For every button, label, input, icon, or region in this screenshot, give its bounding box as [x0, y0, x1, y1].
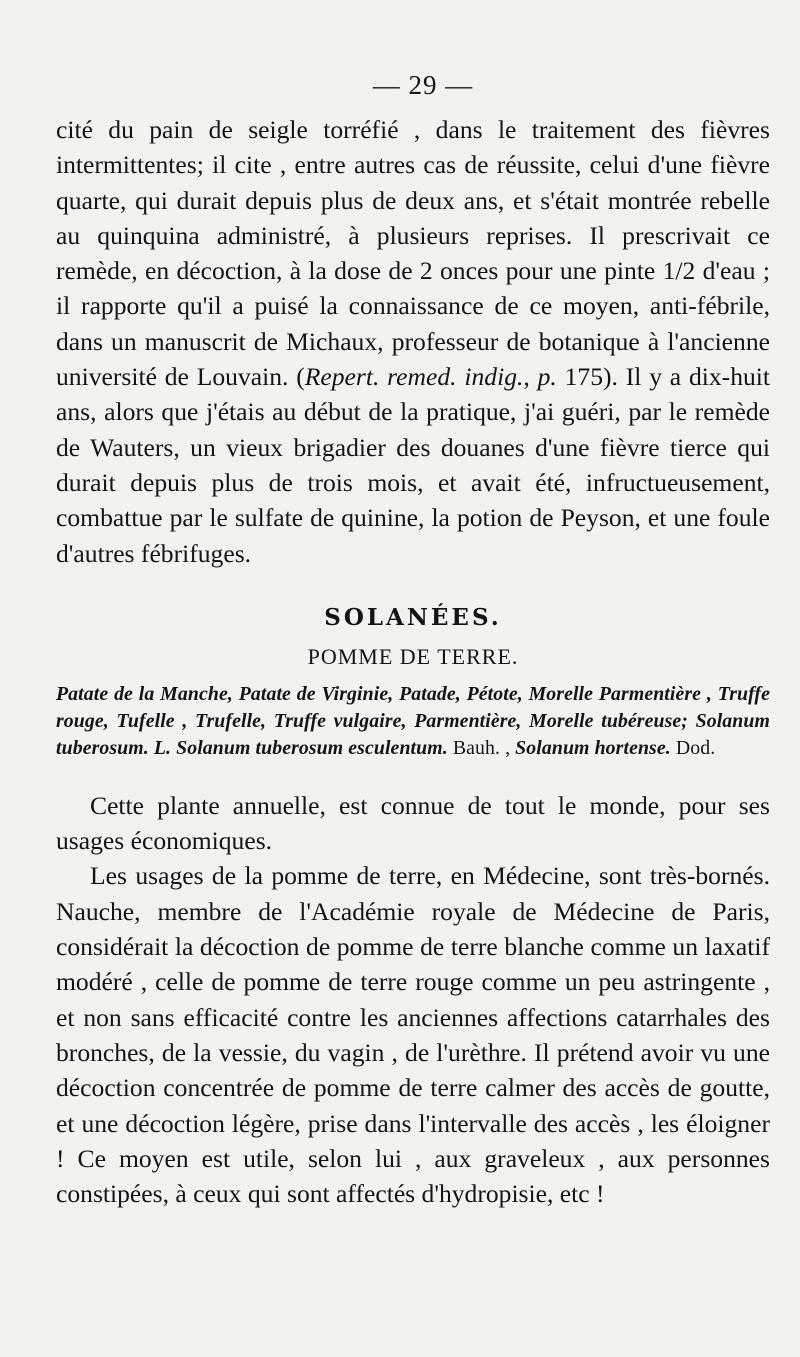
synonyms-names-continued: Solanum hortense.: [510, 736, 671, 759]
synonyms-author-dodoens: Dod.: [670, 736, 716, 759]
paragraph-wauters-remedy: [56, 112, 770, 571]
section-heading: SOLANÉES.: [324, 603, 502, 631]
paragraph-text-continued: 175). Il y a dix-huit ans, alors que j'étais au début de la pratique, j'ai guéri, par le remède de Wauters, un vieux brigadier des douanes d'une fièvre tierce qui durait depuis plus de trois mois, et avait été, infructueusement, combattue par le sulfate de quinine, la potion de Peyson, et une foule d'autres fébrifuges.: [56, 362, 771, 568]
plant-name-heading: POMME DE TERRE.: [307, 643, 519, 669]
synonyms-author-bauhin: Bauh. ,: [447, 736, 511, 759]
document-page: [56, 70, 770, 1211]
synonyms-names: Patate de la Manche, Patate de Virginie, Patade, Pétote, Morelle Parmentière , Truffe rouge, Tufelle , Trufelle, Truffe vulgaire, Parmentière, Morelle tubéreuse; Solanum tuberosum. L. Solanum tuberosum esculentum.: [56, 682, 770, 759]
paragraph-text: cité du pain de seigle torréfié , dans le traitement des fièvres intermittentes; il cite , entre autres cas de réussite, celui d'une fièvre quarte, qui durait depuis plus de deux ans, et s'était montrée rebelle au quinquina administré, à plusieurs reprises. Il prescrivait ce remède, en décoction, à la dose de 2 onces pour une pinte 1/2 d'eau ; il rapporte qu'il a puisé la connaissance de ce moyen, anti-fébrile, dans un manuscrit de Michaux, professeur de botanique à l'ancienne université de Louvain. (: [56, 115, 770, 392]
paragraph-medical-uses: Les usages de la pomme de terre, en Médecine, sont très-bornés. Nauche, membre de l'Académie royale de Médecine de Paris, considérait la décoction de pomme de terre blanche comme un laxatif modéré , celle de pomme de terre rouge comme un peu astringente , et non sans efficacité contre les anciennes affections catarrhales des bronches, de la vessie, du vagin , de l'urèthre. Il prétend avoir vu une décoction concentrée de pomme de terre calmer des accès de goutte, et une décoction légère, prise dans l'intervalle des accès , les éloigner ! Ce moyen est utile, selon lui , aux graveleux , aux personnes constipées, à ceux qui sont affectés d'hydropisie, etc !: [56, 861, 770, 1209]
plant-description: [56, 788, 770, 1212]
page-number: — 29 —: [372, 70, 474, 100]
reference-citation: Repert. remed. indig., p.: [304, 362, 557, 392]
synonyms-list: [56, 681, 770, 762]
paragraph-plant-intro: Cette plante annuelle, est connue de tout le monde, pour ses usages économiques.: [56, 790, 770, 856]
